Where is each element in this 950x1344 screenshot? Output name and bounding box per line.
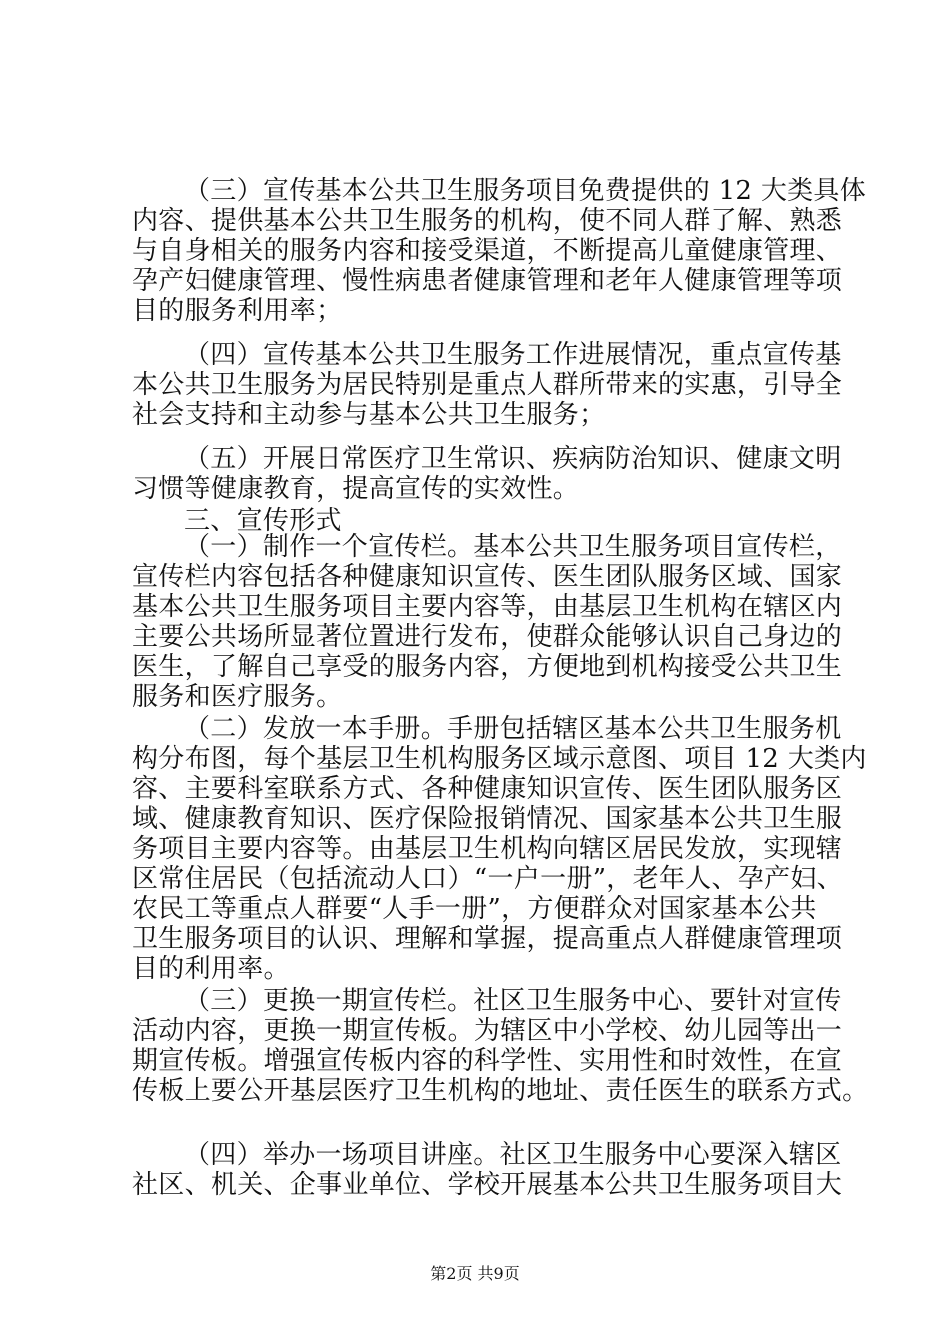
text-line: 区常住居民（包括流动人口）“一户一册”，老年人、孕产妇、 [132,864,843,894]
text-line: 社区、机关、企事业单位、学校开展基本公共卫生服务项目大 [132,1170,843,1200]
text-line: 农民工等重点人群要“人手一册”，方便群众对国家基本公共 [132,894,817,924]
text-line: 目的利用率。 [132,954,290,984]
text-line: 医生，了解自己享受的服务内容，方便地到机构接受公共卫生 [132,652,843,682]
text-line: （三）宣传基本公共卫生服务项目免费提供的 12 大类具体 [184,176,867,206]
text-line: 宣传栏内容包括各种健康知识宣传、医生团队服务区域、国家 [132,562,843,592]
text-line: （四）举办一场项目讲座。社区卫生服务中心要深入辖区 [184,1140,842,1170]
text-line: （五）开展日常医疗卫生常识、疾病防治知识、健康文明 [184,444,842,474]
text-line: 目的服务利用率； [132,296,343,326]
text-line: 容、主要科室联系方式、各种健康知识宣传、医生团队服务区 [132,774,843,804]
text-line: 务项目主要内容等。由基层卫生机构向辖区居民发放，实现辖 [132,834,843,864]
text-line: 主要公共场所显著位置进行发布，使群众能够认识自己身边的 [132,622,843,652]
text-line: （一）制作一个宣传栏。基本公共卫生服务项目宣传栏， [184,532,842,562]
text-line: 习惯等健康教育，提高宣传的实效性。 [132,474,580,504]
text-line: 孕产妇健康管理、慢性病患者健康管理和老年人健康管理等项 [132,266,843,296]
text-line: 活动内容，更换一期宣传板。为辖区中小学校、幼儿园等出一 [132,1016,843,1046]
text-line: （二）发放一本手册。手册包括辖区基本公共卫生服务机 [184,714,842,744]
text-line: 内容、提供基本公共卫生服务的机构，使不同人群了解、熟悉 [132,206,843,236]
text-line: 传板上要公开基层医疗卫生机构的地址、责任医生的联系方式。 [132,1076,869,1106]
text-line: （四）宣传基本公共卫生服务工作进展情况，重点宣传基 [184,340,842,370]
text-line: 社会支持和主动参与基本公共卫生服务； [132,400,606,430]
text-line: （三）更换一期宣传栏。社区卫生服务中心、要针对宣传 [184,986,842,1016]
text-line: 期宣传板。增强宣传板内容的科学性、实用性和时效性，在宣 [132,1046,843,1076]
text-line: 三、宣传形式 [184,506,342,536]
text-line: 本公共卫生服务为居民特别是重点人群所带来的实惠，引导全 [132,370,843,400]
page-footer: 第2页 共9页 [430,1264,520,1283]
text-line: 构分布图，每个基层卫生机构服务区域示意图、项目 12 大类内 [132,744,867,774]
text-line: 基本公共卫生服务项目主要内容等，由基层卫生机构在辖区内 [132,592,843,622]
text-line: 域、健康教育知识、医疗保险报销情况、国家基本公共卫生服 [132,804,843,834]
text-line: 卫生服务项目的认识、理解和掌握，提高重点人群健康管理项 [132,924,843,954]
text-line: 与自身相关的服务内容和接受渠道，不断提高儿童健康管理、 [132,236,843,266]
text-line: 服务和医疗服务。 [132,682,343,712]
